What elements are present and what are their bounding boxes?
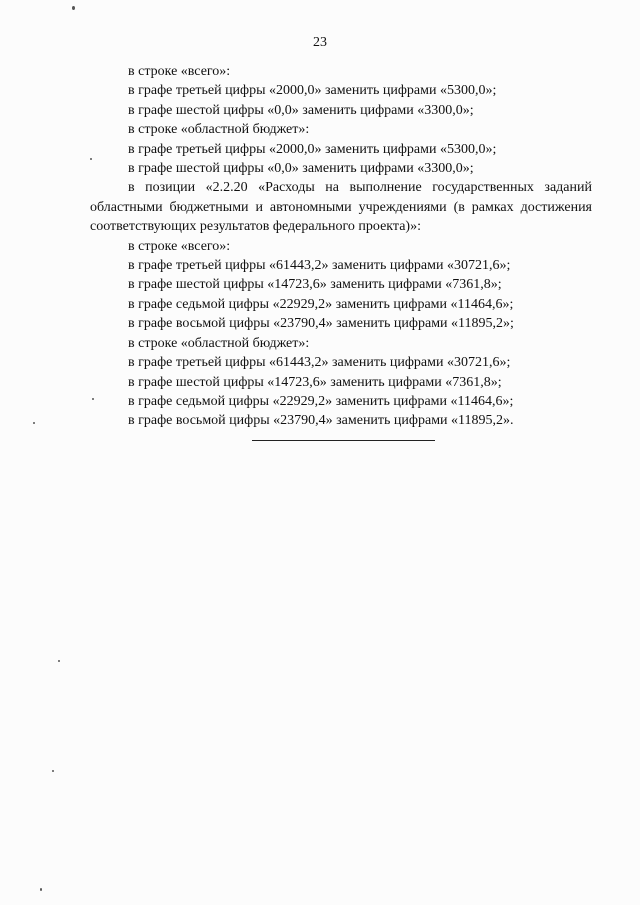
text-line: в графе шестой цифры «0,0» заменить цифрами «3300,0»; bbox=[128, 102, 474, 118]
text-line: в графе восьмой цифры «23790,4» заменить цифрами «11895,2»; bbox=[128, 316, 514, 332]
text-line: в графе третьей цифры «61443,2» заменить цифрами «30721,6»; bbox=[128, 258, 511, 274]
scan-speck bbox=[90, 158, 92, 160]
text-line: в строке «всего»: bbox=[128, 238, 231, 254]
text-line: в графе седьмой цифры «22929,2» заменить цифрами «11464,6»; bbox=[128, 393, 514, 409]
scan-speck bbox=[92, 398, 94, 400]
text-line: в графе шестой цифры «14723,6» заменить цифрами «7361,8»; bbox=[128, 277, 502, 293]
text-line: в строке «областной бюджет»: bbox=[128, 122, 310, 138]
text-line: в графе третьей цифры «2000,0» заменить цифрами «5300,0»; bbox=[128, 141, 497, 157]
text-line: в графе третьей цифры «2000,0» заменить цифрами «5300,0»; bbox=[128, 83, 497, 99]
text-line: в графе третьей цифры «61443,2» заменить цифрами «30721,6»; bbox=[128, 355, 511, 371]
closing-divider-line bbox=[252, 440, 435, 441]
scan-speck bbox=[33, 422, 35, 424]
text-line: в графе шестой цифры «14723,6» заменить цифрами «7361,8»; bbox=[128, 374, 502, 390]
text-line: в графе седьмой цифры «22929,2» заменить цифрами «11464,6»; bbox=[128, 296, 514, 312]
text-line: в графе шестой цифры «0,0» заменить цифрами «3300,0»; bbox=[128, 161, 474, 177]
position-paragraph: в позиции «2.2.20 «Расходы на выполнение государственных заданий областными бюджетными и автономными учреждениями (в рамках достижения соответствующих результатов федерального проекта)»: bbox=[90, 180, 592, 235]
text-line: в строке «всего»: bbox=[128, 64, 231, 79]
document-body bbox=[90, 62, 592, 431]
text-line: в графе восьмой цифры «23790,4» заменить цифрами «11895,2». bbox=[128, 413, 514, 429]
scan-speck bbox=[40, 888, 42, 891]
scan-speck bbox=[52, 770, 54, 772]
text-line: в строке «областной бюджет»: bbox=[128, 335, 310, 351]
scan-speck bbox=[58, 660, 60, 662]
scan-speck bbox=[72, 6, 75, 10]
page-number: 23 bbox=[313, 35, 327, 50]
